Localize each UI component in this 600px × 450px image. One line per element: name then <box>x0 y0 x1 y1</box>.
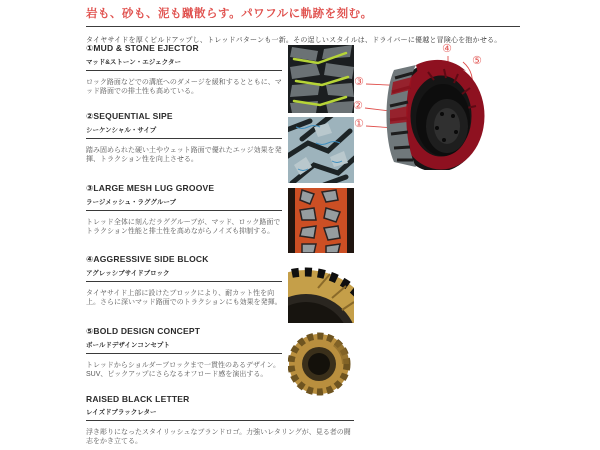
page-title: 岩も、砂も、泥も蹴散らす。パワフルに軌跡を刻む。 <box>86 5 520 27</box>
feature-raised-black-letter <box>86 394 354 447</box>
feature-title: ①MUD & STONE EJECTOR <box>86 43 199 53</box>
tread-orange-groove-image <box>288 188 354 253</box>
feature-description: タイヤサイド上部に設けたブロックにより、耐カット性を向上。さらに深いマッド路面でのトラクションにも効果を発揮。 <box>86 290 282 307</box>
main-tire-annotated-image <box>350 40 500 170</box>
feature-jp-name: マッド&ストーン・エジェクター <box>86 59 182 66</box>
tire-body <box>387 60 484 170</box>
feature-description: ロック路面などでの溝底へのダメージを緩和するとともに、マッド路面での排土性も高めている。 <box>86 79 282 96</box>
feature-bold-design-concept <box>86 326 282 380</box>
thumb-bold-design-concept-image <box>288 330 354 396</box>
callout-2: ② <box>353 100 363 112</box>
thumb-sequential-sipe-image <box>288 117 354 183</box>
feature-jp-name: ラージメッシュ・ラググルーブ <box>86 199 177 206</box>
feature-mud-stone-ejector <box>86 43 282 97</box>
thumb-mud-stone-ejector-image <box>288 45 354 113</box>
feature-jp-name: アグレッシブサイドブロック <box>86 270 170 277</box>
divider <box>86 138 282 139</box>
thumb-aggressive-side-block-image <box>288 258 354 323</box>
callout-5: ⑤ <box>472 55 482 67</box>
feature-description: トレッド全体に刻んだラググルーブが、マッド、ロック路面でトラクション性能と排土性を高めながらノイズも抑制する。 <box>86 219 281 236</box>
feature-jp-name: レイズドブラックレター <box>86 409 157 416</box>
divider <box>86 210 282 211</box>
thumb-large-mesh-lug-groove-image <box>288 188 354 253</box>
feature-title: RAISED BLACK LETTER <box>86 394 190 404</box>
feature-sequential-sipe <box>86 111 282 165</box>
feature-description: 踏み固められた硬い土やウェット路面で優れたエッジ効果を発揮、トラクション性を向上させる。 <box>86 147 282 164</box>
feature-title: ④AGGRESSIVE SIDE BLOCK <box>86 254 209 264</box>
divider <box>86 420 354 421</box>
page-header <box>86 5 520 45</box>
feature-description: 浮き彫りになったスタイリッシュなブランドロゴ。力強いレタリングが、見る者の闘志をかき立てる。 <box>86 429 351 446</box>
feature-description: トレッドからショルダーブロックまで一貫性のあるデザイン。SUV、ピックアップにさらなるオフロード感を演出する。 <box>86 362 280 379</box>
feature-large-mesh-lug-groove <box>86 183 282 237</box>
feature-title: ②SEQUENTIAL SIPE <box>86 111 173 121</box>
feature-jp-name: シーケンシャル・サイプ <box>86 127 157 134</box>
divider <box>86 353 282 354</box>
sidewall-sand-block-image <box>288 258 354 323</box>
feature-aggressive-side-block <box>86 254 282 308</box>
divider <box>86 70 282 71</box>
callout-3: ③ <box>354 76 364 88</box>
tread-blue-sipe-image <box>288 117 354 183</box>
feature-jp-name: ボールドデザインコンセプト <box>86 342 170 349</box>
feature-title: ③LARGE MESH LUG GROOVE <box>86 183 215 193</box>
divider <box>86 281 282 282</box>
callout-4: ④ <box>442 43 452 55</box>
tire-sand-full-image <box>288 330 354 396</box>
tread-green-highlight-image <box>288 45 354 113</box>
feature-title: ⑤BOLD DESIGN CONCEPT <box>86 326 201 336</box>
callout-1: ① <box>354 118 364 130</box>
page-subtitle: タイヤサイドを厚くビルドアップし、トレッドパターンも一新。その逞しいスタイルは、ドライバーに優越と冒険心を抱かせる。 <box>86 37 502 44</box>
